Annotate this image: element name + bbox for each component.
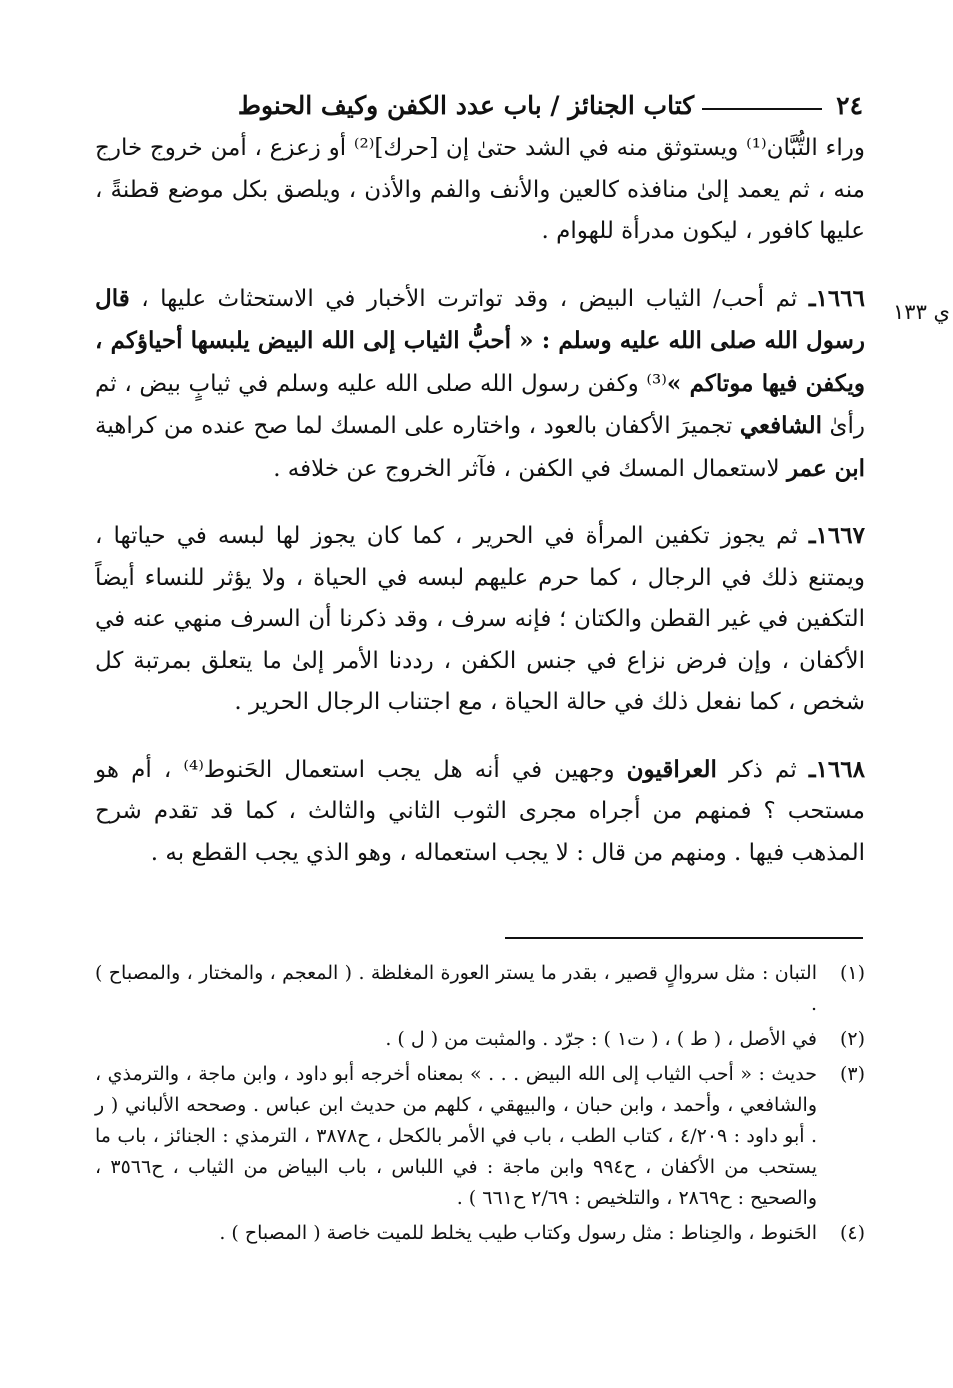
header-rule xyxy=(702,108,822,110)
footnote xyxy=(95,1218,865,1249)
paragraph-1667 xyxy=(95,515,865,724)
footnote xyxy=(95,1059,865,1214)
running-title: كتاب الجنائز / باب عدد الكفن وكيف الحنوط xyxy=(237,91,695,120)
footnote-number: (١) xyxy=(839,962,865,984)
page-number: ٢٤ xyxy=(836,91,863,120)
paragraph-number: ١٦٦٦ـ xyxy=(808,284,865,312)
footnote-number: (٢) xyxy=(839,1028,865,1050)
footnote-text: حديث : « أحب الثياب إلى الله البيض . . . » بمعناه أخرجه أبو داود ، وابن ماجة ، والترمذي ، والشافعي ، وأحمد ، وابن حبان ، والبيهقي ، كلهم من حديث ابن عباس . وصححه الألباني ( ر . أبو داود : ٤/٢٠٩ ، كتاب الطب ، باب في الأمر بالكحل ، ح٣٨٧٨ ، الترمذي : الجنائز ، باب ما يستحب من الأكفان ، ح٩٩٤ وابن ماجة : في اللباس ، باب البياض من الثياب ، ح٣٥٦٦ ، والصحيح : ح٢٨٦٩ ، والتلخيص : ٢/٦٩ ح٦٦١ ) . xyxy=(95,1063,817,1209)
footnote-text: التبان : مثل سروالٍ قصير ، بقدر ما يستر العورة المغلظة . ( المعجم ، والمختار ، والمصباح ) . xyxy=(95,962,817,1015)
margin-reference: ي ١٣٣ xyxy=(893,300,950,324)
footnote-text: في الأصل ، ( ط ) ، ( ت١ ) : جرّد . والمثبت من ( ل ) . xyxy=(385,1028,817,1050)
main-text xyxy=(95,128,865,899)
name-shafii: الشافعي xyxy=(739,412,822,439)
paragraph-number: ١٦٦٧ـ xyxy=(808,522,865,549)
footnote xyxy=(95,958,865,1020)
text-run: ثم أحب/ الثياب البيض ، وقد تواترت الأخبار في الاستحثاث عليها ، xyxy=(129,285,809,312)
footnote xyxy=(95,1024,865,1055)
paragraph-continuation: وراء التُّبَّان⁽¹⁾ ويستوثق منه في الشد حتىٰ إن [حرك]⁽²⁾ أو زعزع ، أمن خروج خارج منه ، ثم يعمد إلىٰ منافذه كالعين والأنف والفم والأذن ، ويلصق بكل موضع قطنةً ، عليها كافور ، ليكون مدرأة للهوام . xyxy=(95,135,865,244)
footnote-text: الحَنوط ، والحِناط : مثل رسول وكتاب طيب يخلط للميت خاصة ( المصباح ) . xyxy=(219,1222,817,1244)
page-header xyxy=(95,76,863,120)
text-run: ثم ذكر xyxy=(716,756,809,783)
paragraph-1666 xyxy=(95,278,865,491)
text-run: ثم يجوز تكفين المرأة في الحرير ، كما كان يجوز لها لبسه في حياتها ، ويمتنع ذلك في الرجال ، كما حرم عليهم لبسه في الحياة ، ولا يؤثر للنساء أيضاً التكفين في غير القطن والكتان ؛ فإنه سرف ، وقد ذكرنا أن السرف منهي عنه في الأكفان ، وإن فرض نزاع في جنس الكفن ، رددنا الأمر إلىٰ ما يتعلق بمرتبة كل شخص ، كما نفعل ذلك في حالة الحياة ، مع اجتناب الرجال الحرير . xyxy=(95,523,865,715)
text-run: تجميرَ الأكفان بالعود ، واختاره على المسك لما صح عنده من كراهية xyxy=(95,413,740,439)
text-run: لاستعمال المسك في الكفن ، فآثر الخروج عن خلافه . xyxy=(273,455,787,482)
name-ibn-umar: ابن عمر xyxy=(786,454,865,482)
footnote-number: (٤) xyxy=(839,1222,865,1244)
paragraph-number: ١٦٦٨ـ xyxy=(808,755,865,783)
footnote-number: (٣) xyxy=(839,1063,865,1085)
paragraph-1668 xyxy=(95,749,865,875)
hadith-text: قال رسول الله صلى الله عليه وسلم : « أحبُّ الثياب إلى الله البيض يلبسها أحياؤكم ، ويكفن فيها موتاكم » xyxy=(95,284,865,397)
footnote-separator xyxy=(505,937,863,939)
text-run: وجهين في أنه هل يجب استعمال الحَنوط⁽⁴⁾ ، أم هو مستحب ؟ فمنهم من أجراه مجرى الثوب الثاني والثالث ، كما قد تقدم شرح المذهب فيها . ومنهم من قال : لا يجب استعماله ، وهو الذي يجب القطع به . xyxy=(95,756,865,866)
text-run: ⁽³⁾ وكفن رسول الله صلى الله عليه وسلم في ثيابٍ بيض ، ثم رأىٰ xyxy=(95,370,865,439)
footnotes xyxy=(95,958,865,1253)
name-iraqiyun: العراقيون xyxy=(626,755,717,783)
